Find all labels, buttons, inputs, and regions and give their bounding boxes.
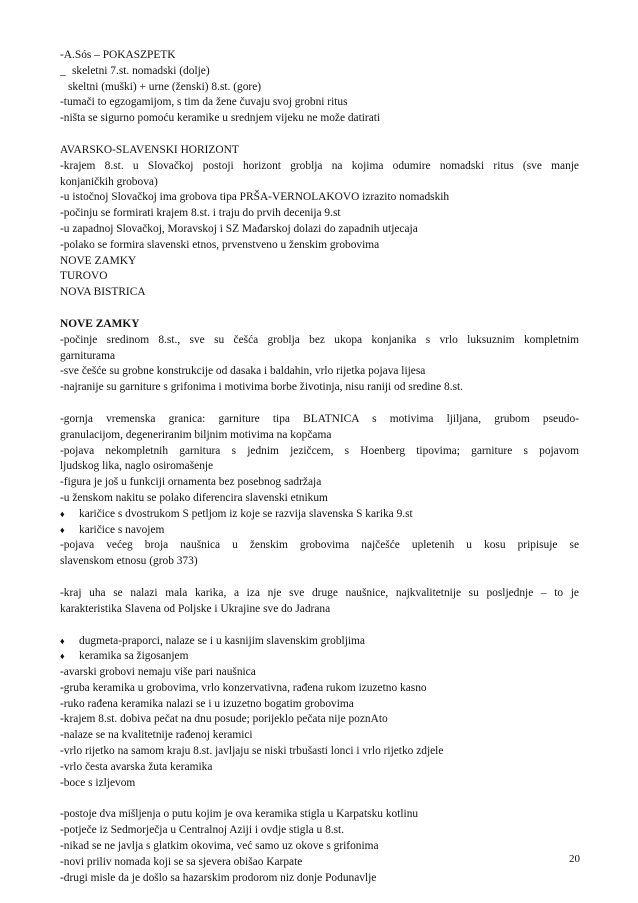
site-name: TUROVO	[60, 270, 108, 283]
diamond-bullet-icon: ♦	[60, 651, 65, 662]
text-line: skeltni (muški) + urne (ženski) 8.st. (gore)	[68, 80, 262, 93]
text-line: -kraj uha se nalazi mala karika, a iza nje sve druge naušnice, najkvalitetnije su posljednje – to je	[60, 586, 579, 599]
text-line: -najranije su garniture s grifonima i motivima borbe životinja, nisu raniji od sredine 8.st.	[60, 381, 464, 394]
text-line: -pojava nekompletnih garnitura s jednim jezičcem, s Hoenberg tipovima; garniture s pojavom	[60, 444, 579, 457]
text-line: granulacijom, degeneriranim biljnim motivima na kopčama	[60, 428, 332, 441]
text-line: -u ženskom nakitu se polako diferencira slavenski etnikum	[60, 491, 328, 504]
text-line: -nalaze se na kvalitetnije rađenoj keramici	[60, 729, 253, 742]
page-body	[60, 48, 579, 886]
text-line: -krajem 8.st. dobiva pečat na dnu posude; porijeklo pečata nije poznAto	[60, 713, 388, 726]
text-line: -počinje sredinom 8.st., sve su češća groblja bez ukopa konjanika s vrlo luksuznim kompletnim	[60, 333, 579, 346]
text-line: -potječe iz Sedmorječja u Centralnoj Aziji i ovdje stigla u 8.st.	[60, 824, 345, 837]
text-line: -avarski grobovi nemaju više pari naušnica	[60, 666, 256, 679]
text-line: karakteristika Slavena od Poljske i Ukrajine sve do Jadrana	[60, 602, 331, 615]
bullet-text: keramika sa žigosanjem	[79, 650, 189, 663]
text-line: -boce s izljevom	[60, 776, 136, 789]
text-line: -gornja vremenska granica: garniture tipa BLATNICA s motivima ljiljana, grubom pseudo-	[60, 412, 579, 425]
section-heading: NOVE ZAMKY	[60, 317, 140, 330]
bullet-text: dugmeta-praporci, nalaze se i u kasnijim slavenskim grobljima	[79, 634, 365, 647]
text-line: -A.Sós – POKASZPETK	[60, 49, 176, 61]
text-line: -vrlo česta avarska žuta keramika	[60, 760, 213, 773]
bullet-item	[60, 523, 579, 539]
text-line-content: skeletni 7.st. nomadski (dolje)	[72, 64, 210, 77]
bullet-item	[60, 634, 579, 650]
text-line: -ruko rađena keramika nalazi se i u izuzetno bogatim grobovima	[60, 697, 354, 710]
text-line: konjaničkih grobova)	[60, 175, 158, 188]
text-line: -vrlo rijetko na samom kraju 8.st. javljaju se niski trbušasti lonci i vrlo rijetko zdjele	[60, 745, 444, 758]
site-name: NOVE ZAMKY	[60, 254, 137, 267]
text-line: -polako se formira slavenski etnos, prvenstveno u ženskim grobovima	[60, 238, 380, 251]
text-line: -sve češće su grobne konstrukcije od dasaka i baldahin, vrlo rijetka pojava lijesa	[60, 365, 426, 378]
bullet-text: karičice s dvostrukom S petljom iz koje se razvija slavenska S karika 9.st	[79, 507, 413, 520]
text-line: -krajem 8.st. u Slovačkoj postoji horizont groblja na kojima odumire nomadski ritus (sve manje	[60, 159, 579, 172]
diamond-bullet-icon: ♦	[60, 508, 65, 519]
text-line: -ništa se sigurno pomoću keramike u srednjem vijeku ne može datirati	[60, 112, 381, 125]
section-heading: AVARSKO-SLAVENSKI HORIZONT	[60, 143, 239, 156]
bullet-item	[60, 507, 579, 523]
text-line: -figura je još u funkciji ornamenta bez posebnog sadržaja	[60, 476, 322, 489]
text-line: -novi priliv nomada koji se sa sjevera obišao Karpate	[60, 855, 303, 868]
text-line: -drugi misle da je došlo sa hazarskim prodorom niz donje Podunavlje	[60, 871, 377, 884]
text-line: -postoje dva mišljenja o putu kojim je ova keramika stigla u Karpatsku kotlinu	[60, 808, 419, 821]
text-line: -pojava većeg broja naušnica u ženskim grobovima najčešće upletenih u kosu pripisuje se	[60, 539, 579, 552]
text-line: slavenskom etnosu (grob 373)	[60, 555, 198, 568]
bullet-text: karičice s navojem	[79, 523, 165, 536]
text-line: -u istočnoj Slovačkoj ima grobova tipa PRŠA-VERNOLAKOVO izrazito nomadskih	[60, 191, 450, 204]
site-name: NOVA BISTRICA	[60, 286, 146, 299]
diamond-bullet-icon: ♦	[60, 524, 65, 535]
text-line: -počinju se formirati krajem 8.st. i traju do prvih decenija 9.st	[60, 207, 341, 220]
text-line: -nikad se ne javlja s glatkim okovima, već samo uz okove s grifonima	[60, 840, 379, 853]
bullet-item	[60, 649, 579, 665]
text-line: ljudskog lika, naglo osiromašenje	[60, 460, 214, 473]
text-line	[60, 64, 579, 80]
diamond-bullet-icon: ♦	[60, 635, 65, 646]
text-line: -u zapadnoj Slovačkoj, Moravskoj i SZ Mađarskoj dolazi do zapadnih utjecaja	[60, 222, 418, 235]
text-line: -tumači to egzogamijom, s tim da žene čuvaju svoj grobni ritus	[60, 96, 348, 109]
text-line: -gruba keramika u grobovima, vrlo konzervativna, rađena rukom izuzetno kasno	[60, 681, 427, 694]
text-line: garniturama	[60, 349, 116, 362]
underscore-mark: _	[60, 64, 66, 77]
page-number: 20	[569, 853, 580, 865]
